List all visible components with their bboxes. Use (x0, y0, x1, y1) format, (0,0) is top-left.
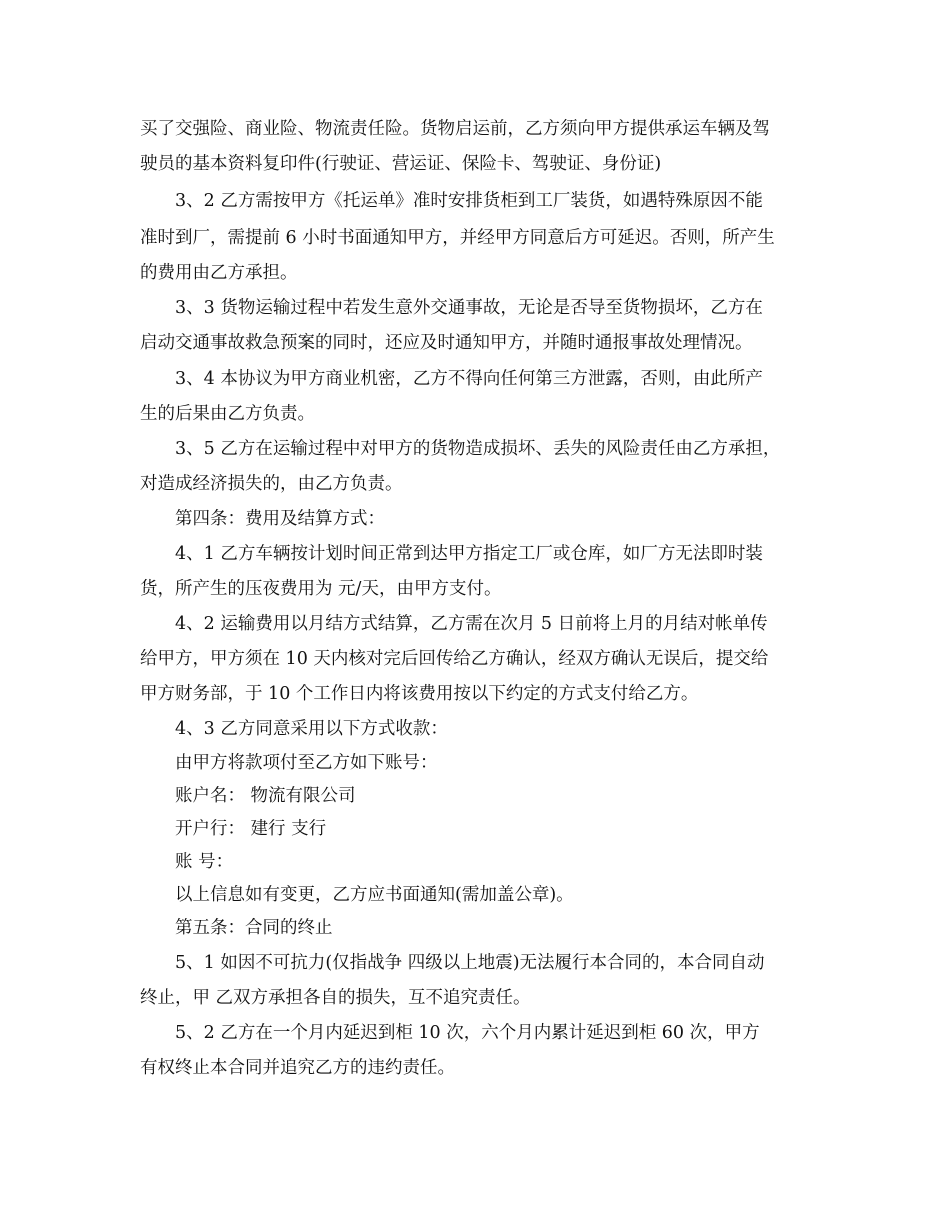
text-line: 账 号： (175, 852, 234, 872)
text-line: 买了交强险、商业险、物流责任险。货物启运前，乙方须向甲方提供承运车辆及驾 (140, 119, 770, 139)
text-line: 4、3 乙方同意采用以下方式收款： (175, 719, 448, 739)
text-line: 货，所产生的压夜费用为 元/天，由甲方支付。 (140, 579, 502, 599)
text-line: 3、3 货物运输过程中若发生意外交通事故，无论是否导至货物损坏，乙方在 (175, 298, 763, 318)
text-line: 账户名： 物流有限公司 (175, 786, 356, 806)
text-line: 3、4 本协议为甲方商业机密，乙方不得向任何第三方泄露，否则，由此所产 (175, 369, 763, 389)
text-line: 驶员的基本资料复印件(行驶证、营运证、保险卡、驾驶证、身份证) (140, 154, 662, 174)
text-line: 终止，甲 乙双方承担各自的损失，互不追究责任。 (140, 988, 531, 1008)
text-line: 以上信息如有变更，乙方应书面通知(需加盖公章)。 (175, 885, 574, 905)
text-line: 3、2 乙方需按甲方《托运单》准时安排货柜到工厂装货，如遇特殊原因不能 (175, 191, 763, 211)
text-line: 甲方财务部，于 10 个工作日内将该费用按以下约定的方式支付给乙方。 (140, 684, 699, 704)
text-line: 的费用由乙方承担。 (140, 263, 298, 283)
text-line: 3、5 乙方在运输过程中对甲方的货物造成损坏、丢失的风险责任由乙方承担， (175, 439, 781, 459)
text-line: 开户行： 建行 支行 (175, 819, 327, 839)
text-line: 第四条：费用及结算方式： (175, 509, 385, 529)
text-line: 生的后果由乙方负责。 (140, 404, 315, 424)
text-line: 4、1 乙方车辆按计划时间正常到达甲方指定工厂或仓库，如厂方无法即时装 (175, 544, 763, 564)
text-line: 第五条：合同的终止 (175, 918, 333, 938)
text-line: 启动交通事故救急预案的同时，还应及时通知甲方，并随时通报事故处理情况。 (140, 333, 753, 353)
text-line: 5、2 乙方在一个月内延迟到柜 10 次，六个月内累计延迟到柜 60 次，甲方 (175, 1023, 760, 1043)
text-line: 由甲方将款项付至乙方如下账号： (175, 753, 438, 773)
text-line: 5、1 如因不可抗力(仅指战争 四级以上地震)无法履行本合同的，本合同自动 (175, 953, 765, 973)
text-line: 4、2 运输费用以月结方式结算，乙方需在次月 5 日前将上月的月结对帐单传 (175, 614, 768, 634)
text-line: 准时到厂，需提前 6 小时书面通知甲方，并经甲方同意后方可延迟。否则，所产生 (140, 228, 775, 248)
text-line: 给甲方，甲方须在 10 天内核对完后回传给乙方确认，经双方确认无误后，提交给 (140, 649, 769, 669)
text-line: 有权终止本合同并追究乙方的违约责任。 (140, 1058, 455, 1078)
text-line: 对造成经济损失的，由乙方负责。 (140, 474, 403, 494)
